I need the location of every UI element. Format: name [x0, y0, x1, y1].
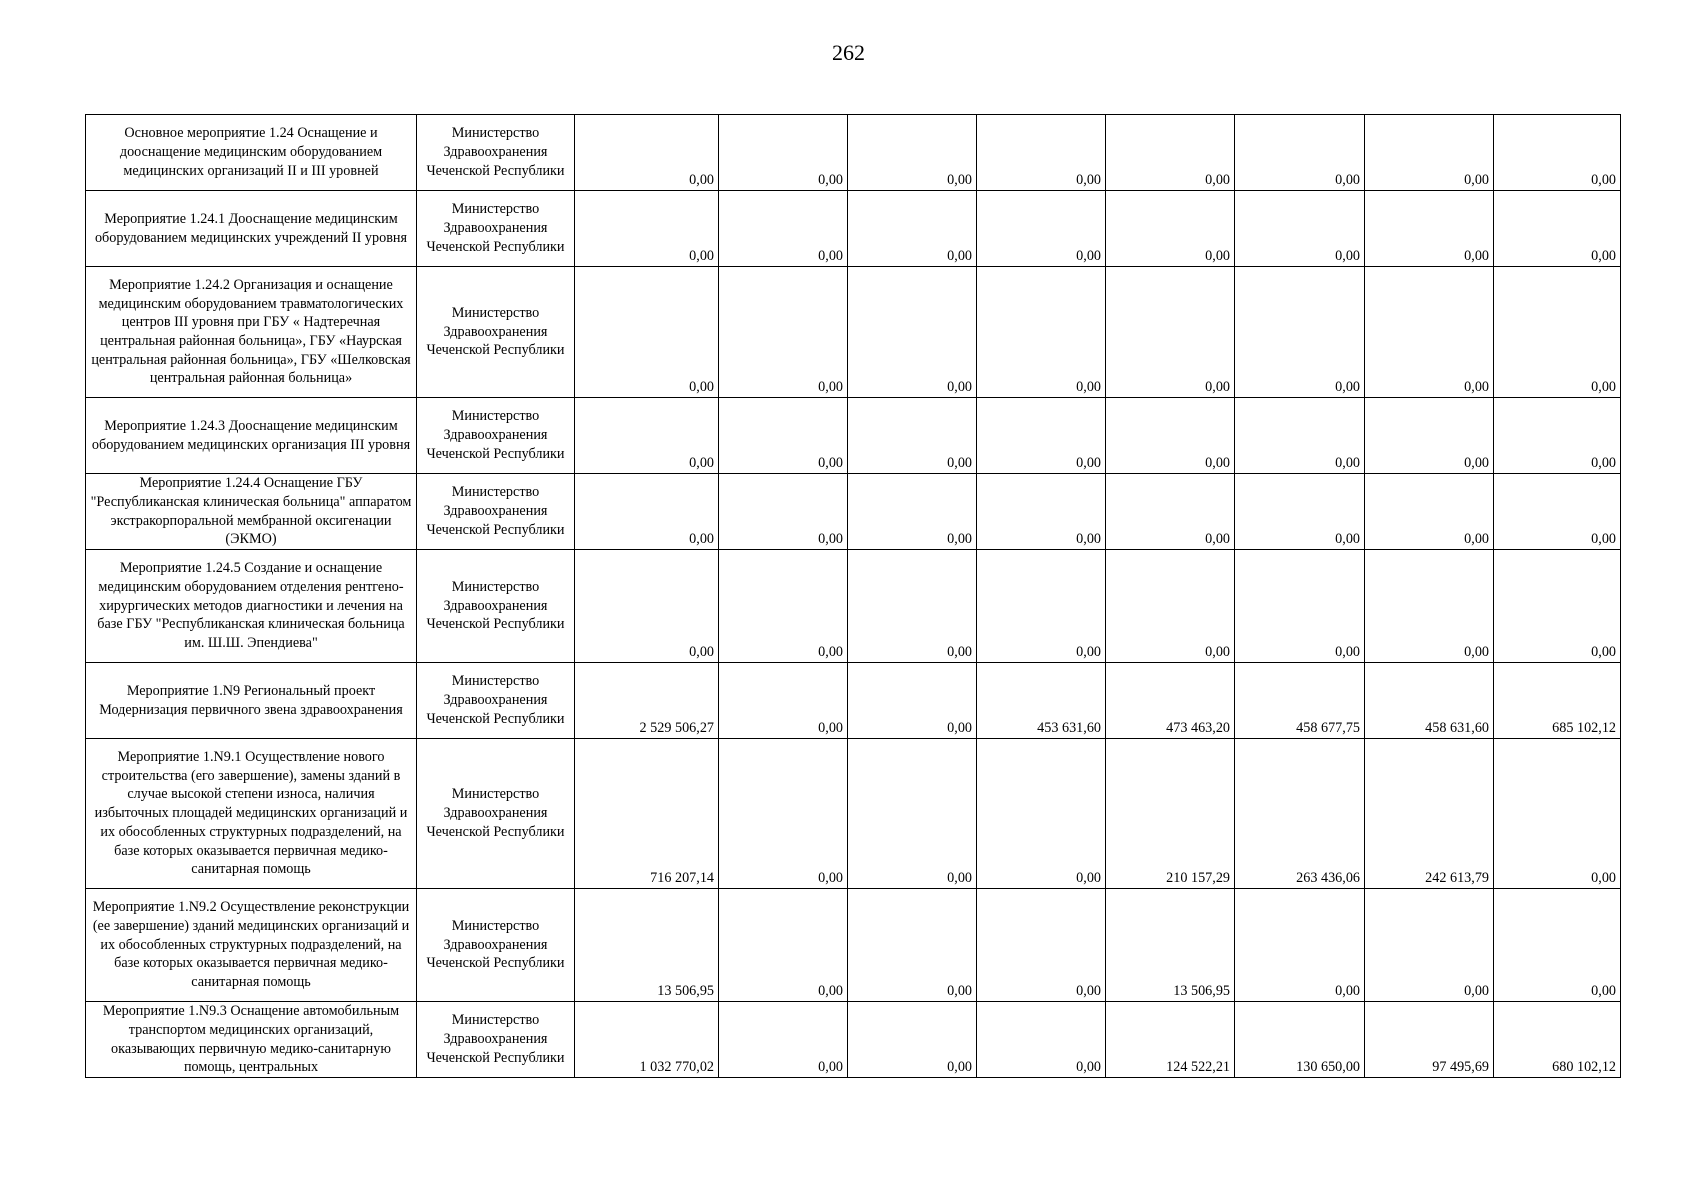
amount-cell-2: 0,00	[719, 739, 848, 889]
amount-cell-7: 0,00	[1365, 267, 1494, 398]
amount-cell-6: 0,00	[1235, 398, 1365, 474]
amount-cell-6: 0,00	[1235, 550, 1365, 663]
amount-cell-6: 0,00	[1235, 474, 1365, 550]
amount-cell-3: 0,00	[848, 1002, 977, 1078]
amount-cell-8: 0,00	[1494, 267, 1621, 398]
amount-cell-8: 0,00	[1494, 398, 1621, 474]
table-row	[86, 398, 1621, 474]
amount-cell-total: 13 506,95	[575, 889, 719, 1002]
amount-cell-7: 0,00	[1365, 889, 1494, 1002]
event-name-cell: Мероприятие 1.24.2 Организация и оснащение медицинским оборудованием травматологических центров III уровня при ГБУ « Надтеречная центральная районная больница», ГБУ «Наурская центральная районная больница», ГБУ «Шелковская центральная районная больница»	[86, 267, 417, 398]
amount-cell-total: 0,00	[575, 398, 719, 474]
event-name-cell: Мероприятие 1.24.1 Дооснащение медицинским оборудованием медицинских учреждений II уровня	[86, 191, 417, 267]
amount-cell-3: 0,00	[848, 474, 977, 550]
event-name-cell: Мероприятие 1.24.3 Дооснащение медицинским оборудованием медицинских организация III уровня	[86, 398, 417, 474]
executor-cell: Министерство Здравоохранения Чеченской Республики	[417, 191, 575, 267]
table-row	[86, 739, 1621, 889]
amount-cell-4: 0,00	[977, 550, 1106, 663]
amount-cell-6: 130 650,00	[1235, 1002, 1365, 1078]
amount-cell-7: 458 631,60	[1365, 663, 1494, 739]
executor-cell: Министерство Здравоохранения Чеченской Республики	[417, 115, 575, 191]
amount-cell-5: 0,00	[1106, 550, 1235, 663]
amount-cell-2: 0,00	[719, 267, 848, 398]
amount-cell-4: 0,00	[977, 191, 1106, 267]
amount-cell-4: 453 631,60	[977, 663, 1106, 739]
amount-cell-4: 0,00	[977, 1002, 1106, 1078]
amount-cell-2: 0,00	[719, 550, 848, 663]
amount-cell-5: 0,00	[1106, 398, 1235, 474]
amount-cell-total: 0,00	[575, 191, 719, 267]
amount-cell-3: 0,00	[848, 191, 977, 267]
amount-cell-2: 0,00	[719, 1002, 848, 1078]
amount-cell-total: 0,00	[575, 267, 719, 398]
amount-cell-5: 210 157,29	[1106, 739, 1235, 889]
amount-cell-6: 0,00	[1235, 191, 1365, 267]
table-row	[86, 474, 1621, 550]
amount-cell-4: 0,00	[977, 267, 1106, 398]
table-row	[86, 550, 1621, 663]
amount-cell-2: 0,00	[719, 663, 848, 739]
amount-cell-4: 0,00	[977, 398, 1106, 474]
amount-cell-5: 0,00	[1106, 267, 1235, 398]
amount-cell-3: 0,00	[848, 550, 977, 663]
event-name-cell: Мероприятие 1.N9.2 Осуществление реконструкции (ее завершение) зданий медицинских организаций и их обособленных структурных подразделений, на базе которых оказывается первичная медико- санитарная помощь	[86, 889, 417, 1002]
executor-cell: Министерство Здравоохранения Чеченской Республики	[417, 267, 575, 398]
amount-cell-6: 458 677,75	[1235, 663, 1365, 739]
amount-cell-4: 0,00	[977, 739, 1106, 889]
amount-cell-5: 13 506,95	[1106, 889, 1235, 1002]
amount-cell-6: 0,00	[1235, 115, 1365, 191]
amount-cell-total: 2 529 506,27	[575, 663, 719, 739]
amount-cell-3: 0,00	[848, 663, 977, 739]
amount-cell-5: 0,00	[1106, 191, 1235, 267]
table-row	[86, 889, 1621, 1002]
amount-cell-6: 0,00	[1235, 889, 1365, 1002]
amount-cell-6: 0,00	[1235, 267, 1365, 398]
amount-cell-8: 0,00	[1494, 550, 1621, 663]
amount-cell-total: 716 207,14	[575, 739, 719, 889]
amount-cell-5: 0,00	[1106, 115, 1235, 191]
amount-cell-total: 0,00	[575, 550, 719, 663]
amount-cell-2: 0,00	[719, 889, 848, 1002]
amount-cell-8: 0,00	[1494, 739, 1621, 889]
amount-cell-8: 0,00	[1494, 115, 1621, 191]
event-name-cell: Мероприятие 1.N9.3 Оснащение автомобильным транспортом медицинских организаций, оказывающих первичную медико-санитарную помощь, центральных	[86, 1002, 417, 1078]
table-row	[86, 191, 1621, 267]
amount-cell-5: 124 522,21	[1106, 1002, 1235, 1078]
amount-cell-3: 0,00	[848, 115, 977, 191]
amount-cell-2: 0,00	[719, 115, 848, 191]
amount-cell-7: 0,00	[1365, 474, 1494, 550]
amount-cell-6: 263 436,06	[1235, 739, 1365, 889]
amount-cell-3: 0,00	[848, 398, 977, 474]
executor-cell: Министерство Здравоохранения Чеченской Республики	[417, 398, 575, 474]
amount-cell-7: 242 613,79	[1365, 739, 1494, 889]
event-name-cell: Мероприятие 1.N9 Региональный проект Модернизация первичного звена здравоохранения	[86, 663, 417, 739]
amount-cell-2: 0,00	[719, 474, 848, 550]
amount-cell-7: 0,00	[1365, 398, 1494, 474]
event-name-cell: Основное мероприятие 1.24 Оснащение и дооснащение медицинским оборудованием медицинских организаций II и III уровней	[86, 115, 417, 191]
event-name-cell: Мероприятие 1.N9.1 Осуществление нового строительства (его завершение), замены зданий в случае высокой степени износа, наличия избыточных площадей медицинских организаций и их обособленных структурных подразделений, на базе которых оказывается первичная медико-санитарная помощь	[86, 739, 417, 889]
amount-cell-7: 97 495,69	[1365, 1002, 1494, 1078]
amount-cell-4: 0,00	[977, 474, 1106, 550]
table-body	[86, 115, 1621, 1078]
amount-cell-3: 0,00	[848, 267, 977, 398]
executor-cell: Министерство Здравоохранения Чеченской Республики	[417, 663, 575, 739]
amount-cell-5: 0,00	[1106, 474, 1235, 550]
amount-cell-4: 0,00	[977, 115, 1106, 191]
amount-cell-total: 1 032 770,02	[575, 1002, 719, 1078]
amount-cell-8: 0,00	[1494, 191, 1621, 267]
amount-cell-5: 473 463,20	[1106, 663, 1235, 739]
amount-cell-total: 0,00	[575, 474, 719, 550]
amount-cell-2: 0,00	[719, 398, 848, 474]
event-name-cell: Мероприятие 1.24.4 Оснащение ГБУ "Республиканская клиническая больница" аппаратом экстракорпоральной мембранной оксигенации (ЭКМО)	[86, 474, 417, 550]
amount-cell-7: 0,00	[1365, 550, 1494, 663]
amount-cell-4: 0,00	[977, 889, 1106, 1002]
amount-cell-8: 680 102,12	[1494, 1002, 1621, 1078]
event-name-cell: Мероприятие 1.24.5 Создание и оснащение медицинским оборудованием отделения рентгено-хирургических методов диагностики и лечения на базе ГБУ "Республиканская клиническая больница им. Ш.Ш. Эпендиева"	[86, 550, 417, 663]
executor-cell: Министерство Здравоохранения Чеченской Республики	[417, 474, 575, 550]
amount-cell-2: 0,00	[719, 191, 848, 267]
table-row	[86, 663, 1621, 739]
amount-cell-7: 0,00	[1365, 191, 1494, 267]
executor-cell: Министерство Здравоохранения Чеченской Республики	[417, 1002, 575, 1078]
amount-cell-3: 0,00	[848, 889, 977, 1002]
amount-cell-8: 0,00	[1494, 474, 1621, 550]
amount-cell-8: 0,00	[1494, 889, 1621, 1002]
budget-table	[85, 114, 1621, 1078]
amount-cell-3: 0,00	[848, 739, 977, 889]
page-number: 262	[832, 40, 865, 65]
executor-cell: Министерство Здравоохранения Чеченской Республики	[417, 889, 575, 1002]
executor-cell: Министерство Здравоохранения Чеченской Республики	[417, 550, 575, 663]
amount-cell-7: 0,00	[1365, 115, 1494, 191]
executor-cell: Министерство Здравоохранения Чеченской Республики	[417, 739, 575, 889]
table-row	[86, 1002, 1621, 1078]
table-row	[86, 115, 1621, 191]
amount-cell-total: 0,00	[575, 115, 719, 191]
amount-cell-8: 685 102,12	[1494, 663, 1621, 739]
table-row	[86, 267, 1621, 398]
